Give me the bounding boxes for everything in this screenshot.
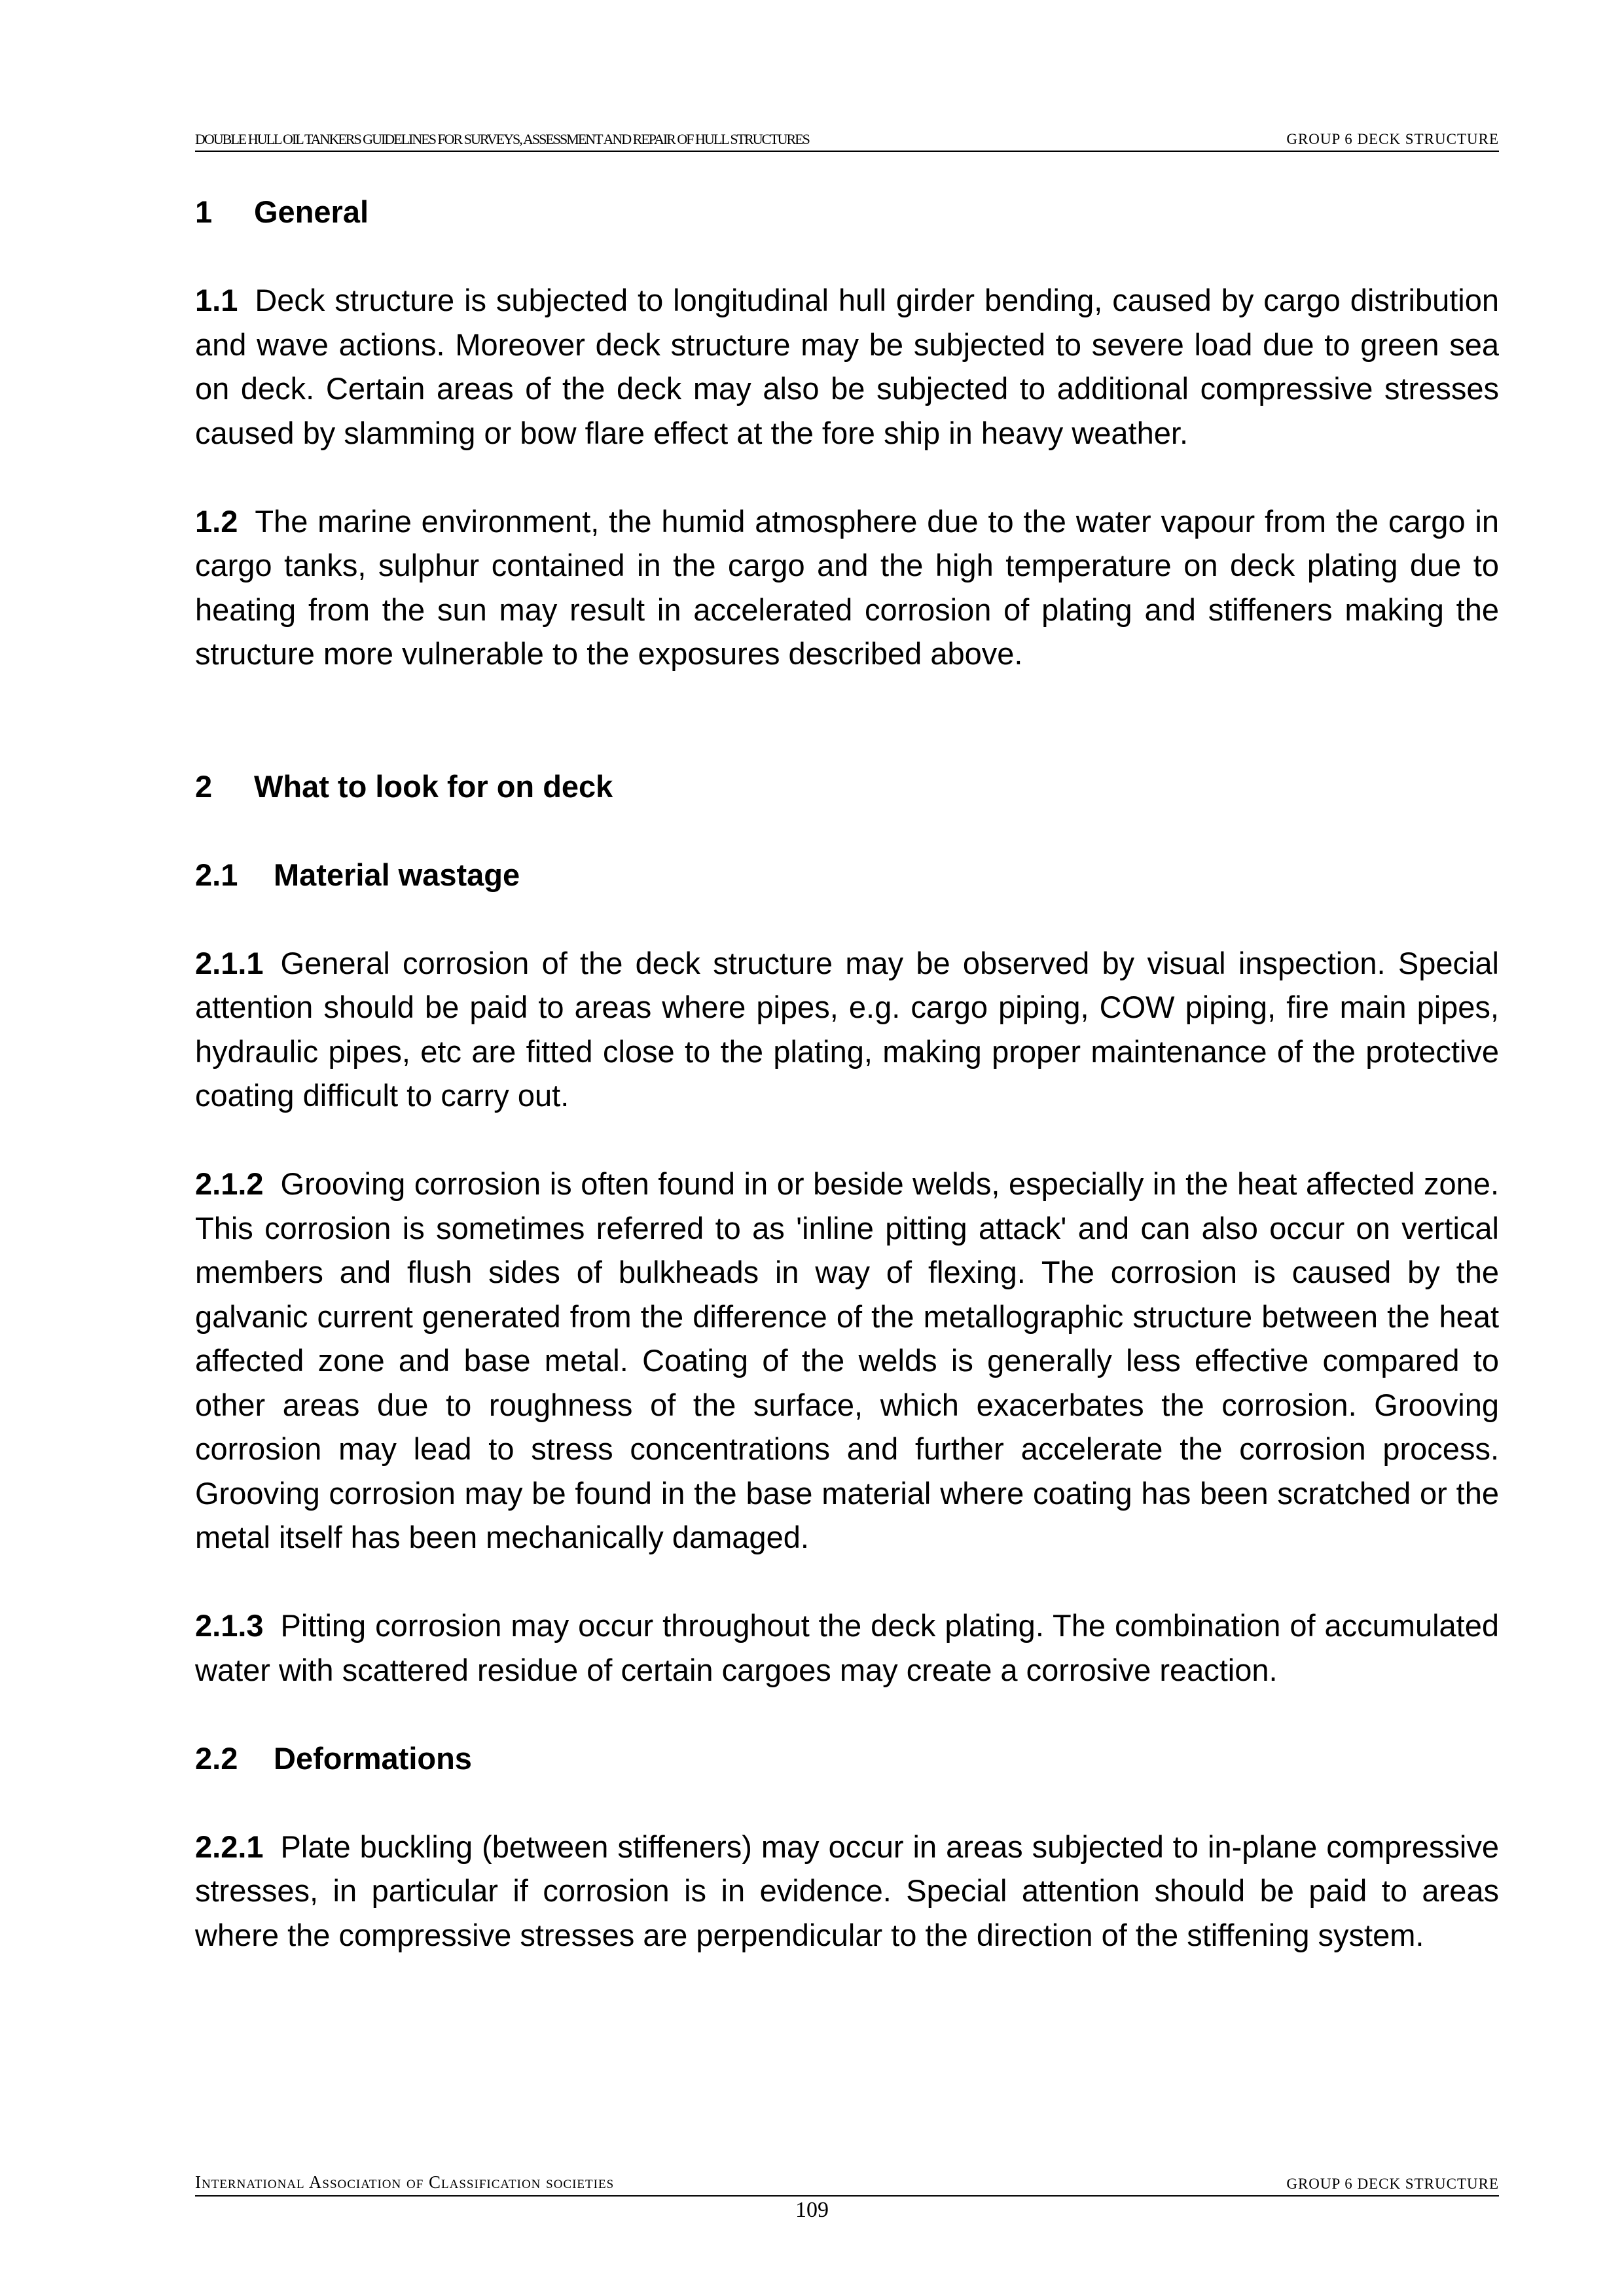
subsection-number: 2.2 — [195, 1740, 238, 1776]
paragraph-number: 2.1.1 — [195, 945, 264, 980]
paragraph-number: 2.1.2 — [195, 1166, 264, 1201]
paragraph-number: 1.1 — [195, 283, 238, 317]
subsection-heading-deformations — [195, 1736, 1499, 1781]
page-header — [195, 128, 1499, 152]
section-heading-what-to-look-for — [195, 764, 1499, 809]
footer-organization: International Association of Classification societies — [195, 2172, 615, 2192]
paragraph-number: 1.2 — [195, 503, 238, 539]
header-group-title: GROUP 6 DECK STRUCTURE — [1286, 131, 1499, 147]
paragraph-2-2-1 — [195, 1825, 1499, 1958]
paragraph-1-1 — [195, 278, 1499, 455]
subsection-title: Material wastage — [274, 857, 520, 892]
paragraph-text: Plate buckling (between stiffeners) may occur in areas subjected to in-plane compressive stresses, in particular if corrosion is in evidence. Special attention should be paid to areas where the compressive stresses are perpendicular to the direction of the stiffening system. — [195, 1829, 1499, 1952]
page-number: 109 — [795, 2198, 829, 2222]
section-heading-general — [195, 190, 1499, 234]
subsection-title: Deformations — [274, 1740, 472, 1776]
document-body — [195, 190, 1499, 2001]
paragraph-2-1-1 — [195, 941, 1499, 1118]
section-number: 2 — [195, 768, 213, 804]
paragraph-text: General corrosion of the deck structure may be observed by visual inspection. Special attention should be paid to areas where pipes, e.g. cargo piping, COW piping, fire main pipes, hydraulic pipes, etc are fitted close to the plating, making proper maintenance of the protective coating difficult to carry out. — [195, 945, 1499, 1113]
section-title: General — [254, 194, 369, 229]
paragraph-text: Grooving corrosion is often found in or beside welds, especially in the heat affected zone. This corrosion is sometimes referred to as 'inline pitting attack' and can also occur on vertical members and flush sides of bulkheads in way of flexing. The corrosion is caused by the galvanic current generated from the difference of the metallographic structure between the heat affected zone and base metal. Coating of the welds is generally less effective compared to other areas due to roughness of the surface, which exacerbates the corrosion. Grooving corrosion may lead to stress concentrations and further accelerate the corrosion process. Grooving corrosion may be found in the base material where coating has been scratched or the metal itself has been mechanically damaged. — [195, 1166, 1499, 1554]
page-footer — [195, 2172, 1499, 2197]
paragraph-1-2 — [195, 499, 1499, 676]
subsection-heading-material-wastage — [195, 853, 1499, 897]
paragraph-text: Pitting corrosion may occur throughout the deck plating. The combination of accumulated water with scattered residue of certain cargoes may create a corrosive reaction. — [195, 1608, 1499, 1687]
paragraph-2-1-2 — [195, 1162, 1499, 1560]
paragraph-text: The marine environment, the humid atmosphere due to the water vapour from the cargo in cargo tanks, sulphur contained in the cargo and the high temperature on deck plating due to heating from the sun may result in accelerated corrosion of plating and stiffeners making the structure more vulnerable to the exposures described above. — [195, 503, 1499, 671]
section-spacer — [195, 720, 1499, 764]
section-number: 1 — [195, 194, 213, 229]
section-title: What to look for on deck — [254, 768, 613, 804]
paragraph-text: Deck structure is subjected to longitudinal hull girder bending, caused by cargo distribution and wave actions. Moreover deck structure may be subjected to severe load due to green sea on deck. Certain areas of the deck may also be subjected to additional compressive stresses caused by slamming or bow flare effect at the fore ship in heavy weather. — [195, 283, 1499, 450]
paragraph-number: 2.1.3 — [195, 1608, 264, 1643]
paragraph-2-1-3 — [195, 1604, 1499, 1692]
header-document-title: DOUBLE HULL OIL TANKERS GUIDELINES FOR SURVEYS, ASSESSMENT AND REPAIR OF HULL STRUCTURES — [195, 131, 809, 147]
footer-group-title: GROUP 6 DECK STRUCTURE — [1286, 2176, 1499, 2192]
paragraph-number: 2.2.1 — [195, 1829, 264, 1864]
subsection-number: 2.1 — [195, 857, 238, 892]
